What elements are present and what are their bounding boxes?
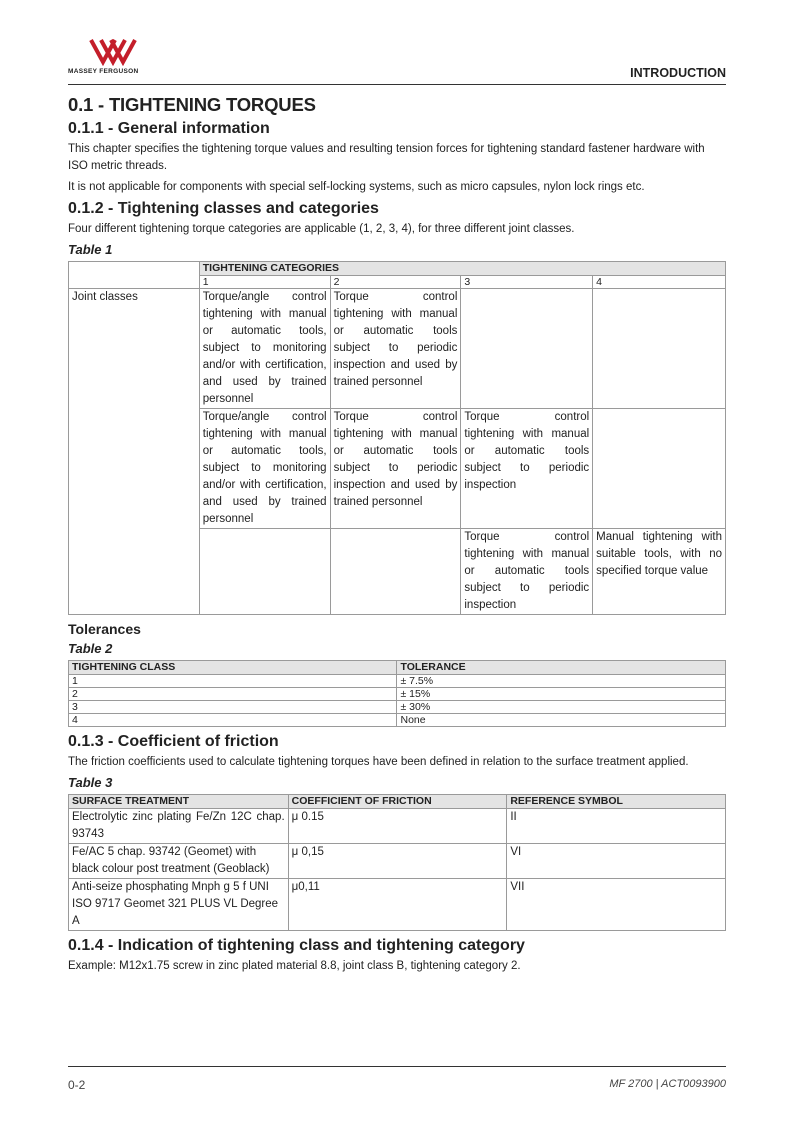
- page-number: 0-2: [68, 1078, 86, 1092]
- table-cell-empty: [593, 289, 726, 409]
- brand-name: MASSEY FERGUSON: [68, 68, 139, 75]
- page-content: [68, 94, 726, 979]
- section-heading-indication: 0.1.4 - Indication of tightening class and tightening category: [68, 937, 525, 954]
- paragraph: It is not applicable for components with special self-locking systems, such as micro capsules, nylon lock rings etc.: [68, 181, 645, 193]
- table-cell: Torque control tightening with manual or automatic tools subject to periodic inspection and used by trained personnel: [330, 409, 461, 529]
- table-cell: Torque/angle control tightening with manual or automatic tools, subject to monitoring and/or with certification, and used by trained personnel: [199, 409, 330, 529]
- section-heading-general-info: 0.1.1 - General information: [68, 120, 270, 137]
- table-cell: Manual tightening with suitable tools, with no specified torque value: [593, 529, 726, 615]
- table-row: 2 ± 15%: [69, 688, 726, 701]
- table-cell: Torque control tightening with manual or automatic tools subject to periodic inspection: [461, 409, 593, 529]
- row-label-joint-classes: Joint classes: [69, 289, 200, 615]
- paragraph: This chapter specifies the tightening torque values and resulting tension forces for tightening standard fastener hardware with ISO metric threads.: [68, 143, 705, 172]
- friction-table: [68, 794, 726, 931]
- table-group-header: TIGHTENING CATEGORIES: [199, 262, 725, 276]
- footer-divider: [68, 1066, 726, 1067]
- paragraph: Example: M12x1.75 screw in zinc plated material 8.8, joint class B, tightening category 2.: [68, 960, 521, 972]
- table-cell-empty: [199, 529, 330, 615]
- column-header: SURFACE TREATMENT: [69, 795, 289, 809]
- table-row: Fe/AC 5 chap. 93742 (Geomet) with black colour post treatment (Geoblack) μ 0,15 VI: [69, 844, 726, 879]
- table-cell: Torque control tightening with manual or automatic tools subject to periodic inspection: [461, 529, 593, 615]
- section-heading-friction: 0.1.3 - Coefficient of friction: [68, 733, 279, 750]
- table-caption: Table 2: [68, 641, 113, 656]
- paragraph: The friction coefficients used to calculate tightening torques have been defined in relation to the surface treatment applied.: [68, 756, 689, 768]
- table-caption: Table 3: [68, 775, 113, 790]
- category-header: 1: [199, 276, 330, 289]
- table-caption: Table 1: [68, 242, 113, 257]
- tightening-categories-table: [68, 261, 726, 615]
- triple-triangle-logo-icon: [88, 36, 138, 66]
- paragraph: Four different tightening torque categories are applicable (1, 2, 3, 4), for three different joint classes.: [68, 223, 575, 235]
- table-row: Electrolytic zinc plating Fe/Zn 12C chap. 93743 μ 0.15 II: [69, 809, 726, 844]
- table-cell: Torque control tightening with manual or automatic tools subject to periodic inspection and used by trained personnel: [330, 289, 461, 409]
- table-row: 3 ± 30%: [69, 701, 726, 714]
- table-row: 1 ± 7.5%: [69, 675, 726, 688]
- document-reference: MF 2700 | ACT0093900: [609, 1078, 726, 1090]
- category-header: 3: [461, 276, 593, 289]
- tolerances-table: [68, 660, 726, 727]
- table-cell-empty: [461, 289, 593, 409]
- table-cell: Torque/angle control tightening with manual or automatic tools, subject to monitoring and/or with certification, and used by trained personnel: [199, 289, 330, 409]
- column-header: REFERENCE SYMBOL: [507, 795, 726, 809]
- column-header: TIGHTENING CLASS: [69, 661, 397, 675]
- table-cell-empty: [593, 409, 726, 529]
- table-cell-empty: [330, 529, 461, 615]
- section-heading-classes: 0.1.2 - Tightening classes and categories: [68, 200, 379, 217]
- tolerances-heading: Tolerances: [68, 621, 141, 637]
- header-divider: [68, 84, 726, 85]
- column-header: COEFFICIENT OF FRICTION: [288, 795, 507, 809]
- section-label: INTRODUCTION: [630, 66, 726, 80]
- massey-ferguson-logo: [68, 36, 158, 80]
- column-header: TOLERANCE: [397, 661, 726, 675]
- table-corner-cell: [69, 262, 200, 289]
- category-header: 4: [593, 276, 726, 289]
- category-header: 2: [330, 276, 461, 289]
- table-row: Anti-seize phosphating Mnph g 5 f UNI ISO 9717 Geomet 321 PLUS VL Degree A μ0,11 VII: [69, 879, 726, 931]
- table-row: 4 None: [69, 714, 726, 727]
- page-title: 0.1 - TIGHTENING TORQUES: [68, 94, 316, 115]
